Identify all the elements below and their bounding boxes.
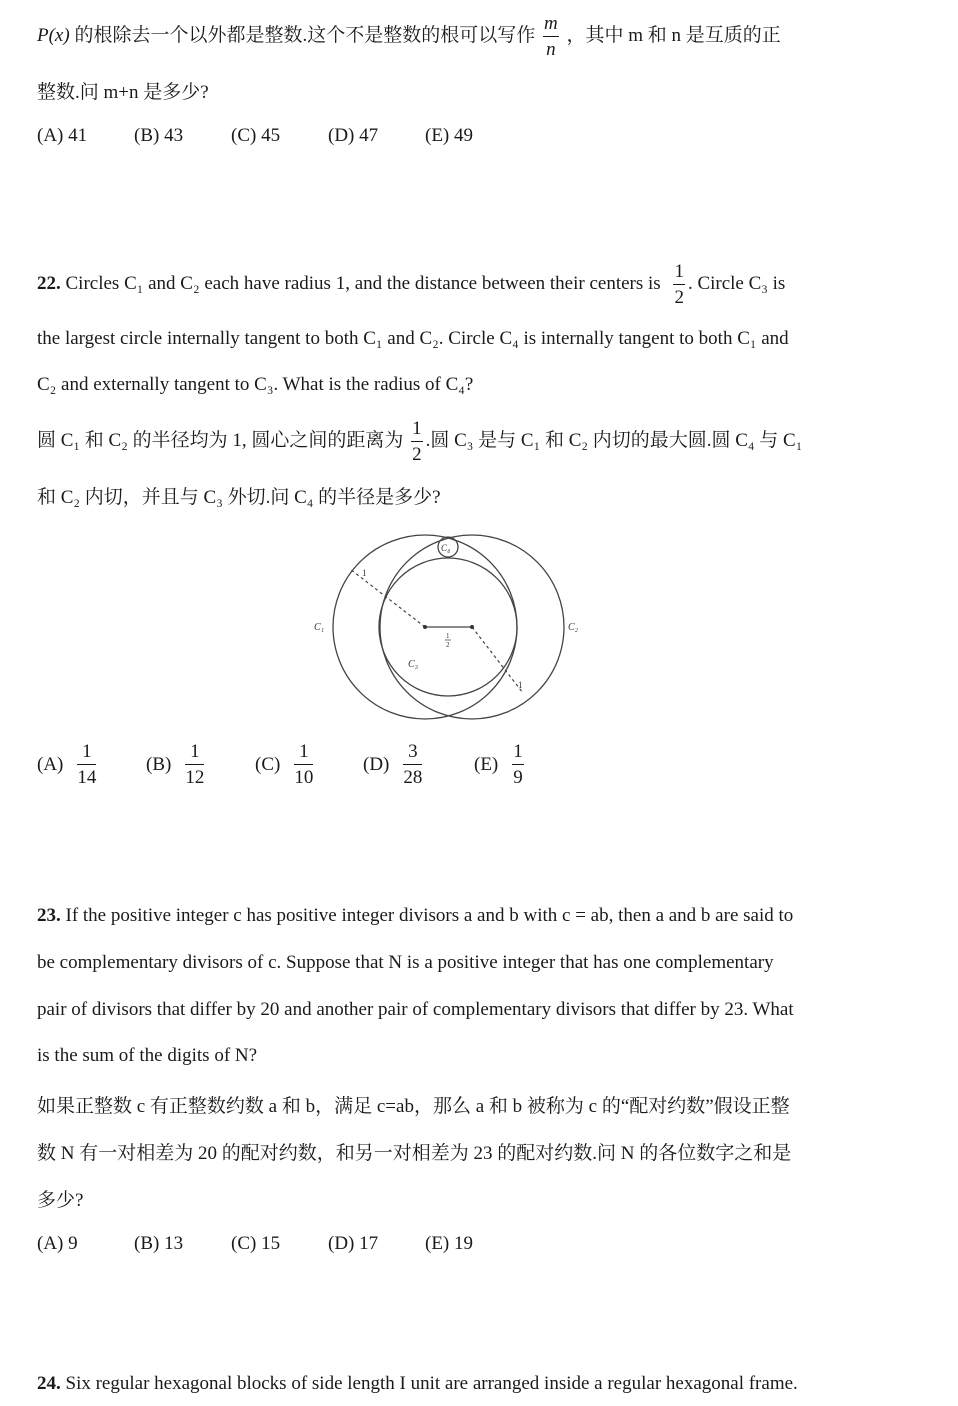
q23-en-line1-text: If the positive integer c has positive integer divisors a and b with c = ab, then a and b are said to [65,905,794,926]
q23-choices [37,1233,473,1255]
q22-en-line2: the largest circle internally tangent to both C₁ and C₂. Circle C₄ is internally tangent to both C₁ and [37,328,789,349]
q22-choice-d[interactable] [363,742,474,787]
q22-choice-a-frac [77,742,96,787]
q21-choice-b[interactable]: (B) 43 [134,125,184,146]
q23-en-line2: be complementary divisors of c. Suppose that N is a positive integer that has one complementary [37,952,774,973]
q22-en-line1-text: Circles C₁ and C₂ each have radius 1, and the distance between their centers is [65,272,661,294]
q23-choice-b[interactable]: (B) 13 [134,1233,184,1254]
q22-choice-c-label: (C) [255,753,281,775]
q21-line1-text: 的根除去一个以外都是整数.这个不是整数的根可以写作 [74,24,536,46]
half-label-num: 1 [446,632,450,640]
q24-en-line1-text: Six regular hexagonal blocks of side length I unit are arranged inside a regular hexagonal frame. [65,1373,798,1394]
center-dot-c1 [423,625,427,629]
radius-label-left: 1 [362,568,367,578]
q22-zh-line1-text: 圆 C₁ 和 C₂ 的半径均为 1, 圆心之间的距离为 [37,429,404,451]
q22-zh-line2: 和 C₂ 内切，并且与 C₃ 外切.问 C₄ 的半径是多少? [37,487,441,508]
q22-choice-b-frac [185,742,204,787]
label-c4: C₄ [441,543,451,553]
q22-choice-e-label: (E) [474,753,499,775]
q21-choices [37,125,473,147]
q21-frac-num: m [543,14,559,37]
q22-zh-frac-den: 2 [412,444,422,465]
q22-en-frac-num: 1 [673,262,685,285]
q24-en-line1 [37,1373,798,1395]
label-c1: C₁ [314,622,325,633]
q23-en-line1 [37,905,793,927]
q22-zh-line1 [37,419,802,464]
q22-zh-fraction [411,419,423,464]
q22-choice-e-den: 9 [513,767,523,788]
q23-choice-d[interactable]: (D) 17 [328,1233,379,1254]
q22-choices [37,742,527,787]
q22-choice-e[interactable] [474,742,527,787]
label-c2: C₂ [568,622,579,633]
q21-line1-end: ，其中 m 和 n 是互质的正 [566,24,781,46]
q21-fraction [543,14,559,59]
q22-choice-d-frac [403,742,422,787]
q23-zh-line1: 如果正整数 c 有正整数约数 a 和 b，满足 c=ab，那么 a 和 b 被称为 c 的“配对约数”假设正整 [37,1096,790,1117]
q23-choice-e[interactable]: (E) 19 [425,1233,474,1254]
q22-choice-a-num: 1 [77,742,96,765]
q22-en-line1-end: . Circle C₃ is [687,272,786,294]
q21-choice-d[interactable]: (D) 47 [328,125,379,146]
q21-px: P(x) [37,24,70,46]
half-label-den: 2 [446,641,450,649]
q23-zh-line2: 数 N 有一对相差为 20 的配对约数，和另一对相差为 23 的配对约数.问 N 的各位数字之和是 [37,1143,792,1164]
q24-number: 24. [37,1373,61,1394]
q22-en-frac-den: 2 [674,287,684,308]
q23-en-line4: is the sum of the digits of N? [37,1045,258,1066]
q21-text-line2: 整数.问 m+n 是多少? [37,82,209,103]
q21-text-line1 [37,14,781,59]
q23-number: 23. [37,905,61,926]
q23-choice-a[interactable]: (A) 9 [37,1233,78,1254]
q22-choice-c-frac [294,742,313,787]
q21-choice-c[interactable]: (C) 45 [231,125,281,146]
q22-choice-b-den: 12 [185,767,205,788]
q22-figure [298,526,618,726]
label-c3: C₃ [408,659,419,670]
q22-choice-a[interactable] [37,742,146,787]
q22-zh-frac-num: 1 [411,419,423,442]
q22-choice-a-den: 14 [77,767,97,788]
q22-choice-a-label: (A) [37,753,64,775]
q22-choice-c-den: 10 [294,767,314,788]
q22-choice-c-num: 1 [294,742,313,765]
q21-choice-e[interactable]: (E) 49 [425,125,474,146]
q22-en-fraction [673,262,685,307]
center-dot-c2 [470,625,474,629]
radius-label-right: 1 [518,680,523,690]
q22-choice-b[interactable] [146,742,255,787]
q23-en-line3: pair of divisors that differ by 20 and another pair of complementary divisors that differ by 23. What [37,999,794,1020]
q23-zh-line3: 多少? [37,1190,84,1211]
q22-choice-d-num: 3 [403,742,422,765]
q22-choice-c[interactable] [255,742,363,787]
q22-choice-b-label: (B) [146,753,172,775]
q22-zh-line1-end: .圆 C₃ 是与 C₁ 和 C₂ 内切的最大圆.圆 C₄ 与 C₁ [425,429,803,451]
q22-choice-e-num: 1 [512,742,524,765]
q22-number: 22. [37,272,61,294]
q22-choice-b-num: 1 [185,742,204,765]
q21-choice-a[interactable]: (A) 41 [37,125,88,146]
q22-choice-d-den: 28 [403,767,423,788]
q22-choice-d-label: (D) [363,753,390,775]
q22-en-line3: C₂ and externally tangent to C₃. What is the radius of C₄? [37,374,474,395]
q22-en-line1 [37,262,785,307]
q22-choice-e-frac [512,742,524,787]
q23-choice-c[interactable]: (C) 15 [231,1233,281,1254]
q21-frac-den: n [546,39,556,60]
